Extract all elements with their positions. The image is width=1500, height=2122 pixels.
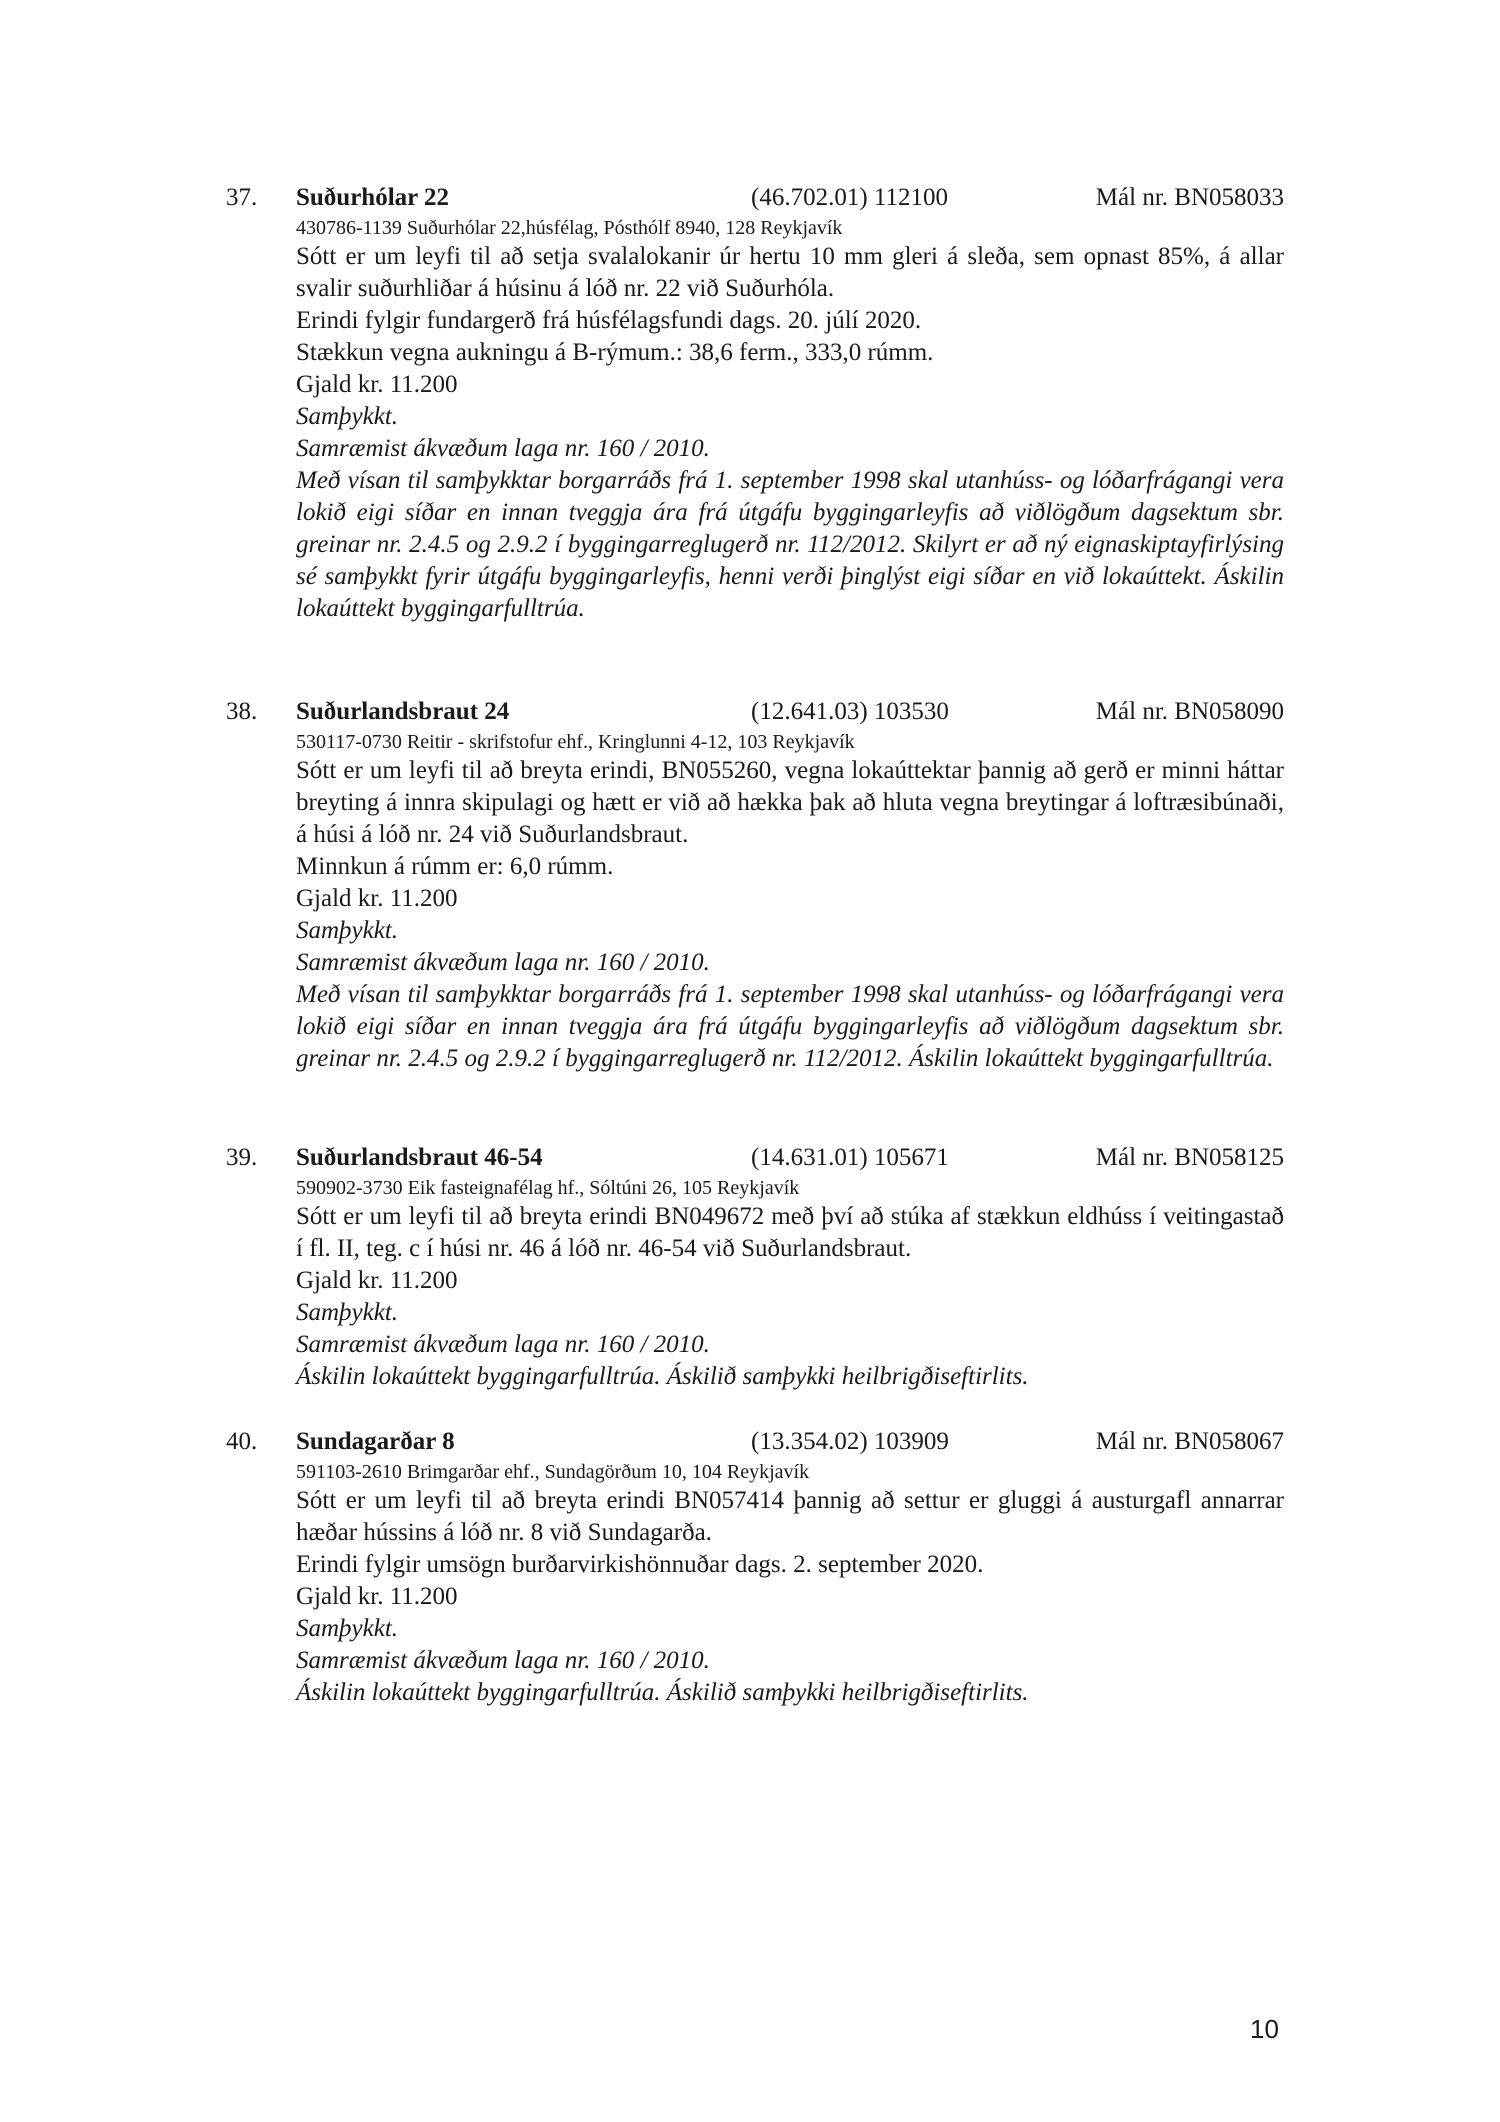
entry-number: 38. [226, 698, 258, 725]
entry-paragraph: Sótt er um leyfi til að breyta erindi BN049672 með því að stúka af stækkun eldhúss í veitingastað í fl. II, teg. c í húsi nr. 46 á lóð nr. 46-54 við Suðurlandsbraut. [296, 1203, 1284, 1262]
entry-paragraph: Sótt er um leyfi til að setja svalalokanir úr hertu 10 mm gleri á sleða, sem opnast 85%, á allar svalir suðurhliðar á húsinu á lóð nr. 22 við Suðurhóla. [296, 243, 1284, 302]
agenda-entry [226, 695, 1284, 1075]
entry-paragraph: Gjald kr. 11.200 [296, 371, 458, 398]
entry-paragraph: Sótt er um leyfi til að breyta erindi BN057414 þannig að settur er gluggi á austurgafl annarrar hæðar hússins á lóð nr. 8 við Sundagarða. [296, 1487, 1284, 1546]
entry-number: 40. [226, 1428, 258, 1455]
entry-lot-id: (13.354.02) 103909 [751, 1428, 949, 1455]
entry-paragraph: Samræmist ákvæðum laga nr. 160 / 2010. [296, 949, 710, 976]
agenda-entry [226, 1141, 1284, 1393]
entry-paragraph: Samþykkt. [296, 917, 399, 944]
entry-header [226, 695, 1284, 729]
entry-paragraph: Stækkun vegna aukningu á B-rýmum.: 38,6 ferm., 333,0 rúmm. [296, 339, 934, 366]
entry-address: Suðurlandsbraut 24 [296, 698, 510, 725]
entry-paragraph: Samræmist ákvæðum laga nr. 160 / 2010. [296, 1331, 710, 1358]
entry-header [226, 1425, 1284, 1459]
entry-address: Suðurlandsbraut 46-54 [296, 1144, 543, 1171]
agenda-entry [226, 181, 1284, 625]
entry-address: Suðurhólar 22 [296, 184, 450, 211]
entry-paragraph: Samræmist ákvæðum laga nr. 160 / 2010. [296, 435, 710, 462]
entry-address: Sundagarðar 8 [296, 1428, 455, 1455]
entry-lot-id: (46.702.01) 112100 [751, 184, 948, 211]
entry-paragraph: Erindi fylgir fundargerð frá húsfélagsfundi dags. 20. júlí 2020. [296, 307, 922, 334]
entry-paragraph: Samræmist ákvæðum laga nr. 160 / 2010. [296, 1647, 710, 1674]
entry-applicant: 590902-3730 Eik fasteignafélag hf., Sóltúni 26, 105 Reykjavík [296, 1177, 800, 1199]
entry-paragraph: Með vísan til samþykktar borgarráðs frá 1. september 1998 skal utanhúss- og lóðarfrágangi vera lokið eigi síðar en innan tveggja ára frá útgáfu byggingarleyfis að viðlögðum dagsektum sbr. greinar nr. 2.4.5 og 2.9.2 í byggingarreglugerð nr. 112/2012. Áskilin lokaúttekt byggingarfulltrúa. [296, 981, 1284, 1072]
entry-paragraph: Áskilin lokaúttekt byggingarfulltrúa. Áskilið samþykki heilbrigðiseftirlits. [296, 1363, 1029, 1390]
entry-body [296, 241, 1284, 625]
agenda-entry [226, 1425, 1284, 1709]
entry-header [226, 1141, 1284, 1175]
entry-paragraph: Gjald kr. 11.200 [296, 1583, 458, 1610]
entry-paragraph: Erindi fylgir umsögn burðarvirkishönnuðar dags. 2. september 2020. [296, 1551, 984, 1578]
entry-applicant: 430786-1139 Suðurhólar 22,húsfélag, Pósthólf 8940, 128 Reykjavík [296, 217, 843, 239]
entry-paragraph: Áskilin lokaúttekt byggingarfulltrúa. Áskilið samþykki heilbrigðiseftirlits. [296, 1679, 1029, 1706]
page-number: 10 [1250, 2014, 1279, 2044]
entry-case-number: Mál nr. BN058033 [1095, 184, 1284, 211]
entry-applicant: 530117-0730 Reitir - skrifstofur ehf., Kringlunni 4-12, 103 Reykjavík [296, 731, 855, 753]
entry-case-number: Mál nr. BN058125 [1095, 1144, 1284, 1171]
entry-body [296, 755, 1284, 1075]
entry-paragraph: Gjald kr. 11.200 [296, 885, 458, 912]
entry-case-number: Mál nr. BN058090 [1095, 698, 1284, 725]
entry-paragraph: Gjald kr. 11.200 [296, 1267, 458, 1294]
entry-lot-id: (14.631.01) 105671 [751, 1144, 949, 1171]
entry-number: 39. [226, 1144, 258, 1171]
entry-body [296, 1201, 1284, 1393]
entry-case-number: Mál nr. BN058067 [1095, 1428, 1284, 1455]
entry-header [226, 181, 1284, 215]
entry-paragraph: Samþykkt. [296, 1615, 399, 1642]
entry-paragraph: Með vísan til samþykktar borgarráðs frá 1. september 1998 skal utanhúss- og lóðarfrágangi vera lokið eigi síðar en innan tveggja ára frá útgáfu byggingarleyfis að viðlögðum dagsektum sbr. greinar nr. 2.4.5 og 2.9.2 í byggingarreglugerð nr. 112/2012. Skilyrt er að ný eignaskiptayfirlýsing sé samþykkt fyrir útgáfu byggingarleyfis, henni verði þinglýst eigi síðar en við lokaúttekt. Áskilin lokaúttekt byggingarfulltrúa. [296, 467, 1284, 622]
entry-body [296, 1485, 1284, 1709]
entry-paragraph: Minnkun á rúmm er: 6,0 rúmm. [296, 853, 614, 880]
entry-lot-id: (12.641.03) 103530 [751, 698, 949, 725]
entry-paragraph: Sótt er um leyfi til að breyta erindi, BN055260, vegna lokaúttektar þannig að gerð er minni háttar breyting á innra skipulagi og hætt er við að hækka þak að hluta vegna breytingar á loftræsibúnaði, á húsi á lóð nr. 24 við Suðurlandsbraut. [296, 757, 1284, 848]
entry-applicant: 591103-2610 Brimgarðar ehf., Sundagörðum 10, 104 Reykjavík [296, 1461, 810, 1483]
entry-paragraph: Samþykkt. [296, 403, 399, 430]
entry-number: 37. [226, 184, 258, 211]
entry-paragraph: Samþykkt. [296, 1299, 399, 1326]
